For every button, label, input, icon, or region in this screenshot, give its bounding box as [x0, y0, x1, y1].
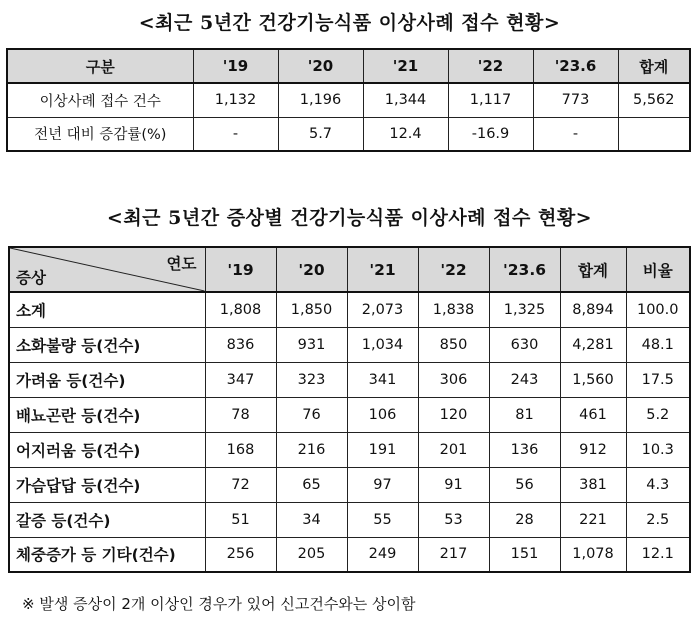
table1-row [7, 117, 690, 151]
table1-header-cell: '23.6 [533, 49, 618, 83]
table2-cell: 216 [276, 432, 347, 467]
table2-row-label: 어지러움 등(건수) [9, 432, 205, 467]
table2-cell: 381 [560, 467, 626, 502]
table1-header-cell: 구분 [7, 49, 193, 83]
table2-cell: 53 [418, 502, 489, 537]
table2-row-label: 배뇨곤란 등(건수) [9, 397, 205, 432]
table2-row-label: 소계 [9, 292, 205, 327]
table2-cell: 221 [560, 502, 626, 537]
table2-cell: 65 [276, 467, 347, 502]
table1-cell: 1,196 [278, 83, 363, 117]
table2-cell: 51 [205, 502, 276, 537]
table2-cell: 81 [489, 397, 560, 432]
table1-cell: - [533, 117, 618, 151]
symptom-reports-table [8, 246, 691, 573]
table2-cell: 306 [418, 362, 489, 397]
table2-cell: 243 [489, 362, 560, 397]
table1-header-cell: '22 [448, 49, 533, 83]
table2-header-cell: '23.6 [489, 247, 560, 292]
table2-cell: 1,560 [560, 362, 626, 397]
table2-cell: 323 [276, 362, 347, 397]
table2-cell: 17.5 [626, 362, 690, 397]
table1-header-cell: '19 [193, 49, 278, 83]
table2-cell: 630 [489, 327, 560, 362]
table2-cell: 191 [347, 432, 418, 467]
table2-row [9, 537, 690, 572]
table2-cell: 2,073 [347, 292, 418, 327]
table2-cell: 28 [489, 502, 560, 537]
corner-year-label: 연도 [166, 255, 197, 273]
table1-row-label: 전년 대비 증감률(%) [7, 117, 193, 151]
footnote: ※ 발생 증상이 2개 이상인 경우가 있어 신고건수와는 상이함 [22, 595, 416, 613]
table2-row-label: 갈증 등(건수) [9, 502, 205, 537]
table1-cell: 1,132 [193, 83, 278, 117]
table2-cell: 76 [276, 397, 347, 432]
table2-row [9, 432, 690, 467]
table2-row [9, 327, 690, 362]
table1-row-label: 이상사례 접수 건수 [7, 83, 193, 117]
table2-cell: 1,325 [489, 292, 560, 327]
table2-cell: 10.3 [626, 432, 690, 467]
table2-row-label: 가슴답답 등(건수) [9, 467, 205, 502]
table2-cell: 12.1 [626, 537, 690, 572]
table2-cell: 461 [560, 397, 626, 432]
table1-header-row [7, 49, 690, 83]
table2-cell: 249 [347, 537, 418, 572]
table1-row [7, 83, 690, 117]
table2-cell: 34 [276, 502, 347, 537]
adverse-event-reports-table [6, 48, 691, 152]
table2-cell: 850 [418, 327, 489, 362]
table1-cell: 1,344 [363, 83, 448, 117]
table2-cell: 201 [418, 432, 489, 467]
table2-cell: 168 [205, 432, 276, 467]
table2-cell: 1,034 [347, 327, 418, 362]
table1-header-cell: '21 [363, 49, 448, 83]
table2-header-cell: '20 [276, 247, 347, 292]
table2-cell: 1,808 [205, 292, 276, 327]
table2-cell: 106 [347, 397, 418, 432]
table2-cell: 1,838 [418, 292, 489, 327]
table2-cell: 5.2 [626, 397, 690, 432]
table2-header-cell: '22 [418, 247, 489, 292]
table2-header-cell: '19 [205, 247, 276, 292]
table2-cell: 78 [205, 397, 276, 432]
table2-cell: 48.1 [626, 327, 690, 362]
table2-cell: 217 [418, 537, 489, 572]
table2-cell: 4.3 [626, 467, 690, 502]
table2-row-label: 가려움 등(건수) [9, 362, 205, 397]
table2-header-cell: 합계 [560, 247, 626, 292]
table2-cell: 256 [205, 537, 276, 572]
table1-cell: 773 [533, 83, 618, 117]
table2-row [9, 502, 690, 537]
table2-cell: 97 [347, 467, 418, 502]
table2-cell: 56 [489, 467, 560, 502]
table2-row [9, 397, 690, 432]
table2-cell: 120 [418, 397, 489, 432]
table2-cell: 151 [489, 537, 560, 572]
corner-symptom-label: 증상 [16, 269, 46, 287]
table1-title: <최근 5년간 건강기능식품 이상사례 접수 현황> [138, 12, 561, 34]
table2-cell: 91 [418, 467, 489, 502]
table2-header-row [9, 247, 690, 292]
table1-cell: 12.4 [363, 117, 448, 151]
table1-header-cell: 합계 [618, 49, 690, 83]
table2-cell: 8,894 [560, 292, 626, 327]
table1-cell [618, 117, 690, 151]
table2-header-cell: '21 [347, 247, 418, 292]
table2-cell: 836 [205, 327, 276, 362]
table2-cell: 55 [347, 502, 418, 537]
table2-corner-cell [9, 247, 205, 292]
table2-cell: 2.5 [626, 502, 690, 537]
table2-cell: 205 [276, 537, 347, 572]
table2-cell: 4,281 [560, 327, 626, 362]
table2-row [9, 292, 690, 327]
table2-title: <최근 5년간 증상별 건강기능식품 이상사례 접수 현황> [106, 207, 593, 229]
table2-header-cell: 비율 [626, 247, 690, 292]
table1-cell: 5,562 [618, 83, 690, 117]
table2-row-label: 체중증가 등 기타(건수) [9, 537, 205, 572]
table2-cell: 1,078 [560, 537, 626, 572]
table1-cell: - [193, 117, 278, 151]
table2-cell: 100.0 [626, 292, 690, 327]
table2-cell: 72 [205, 467, 276, 502]
table1-cell: -16.9 [448, 117, 533, 151]
table1-cell: 1,117 [448, 83, 533, 117]
table2-row [9, 362, 690, 397]
table2-cell: 931 [276, 327, 347, 362]
table2-row [9, 467, 690, 502]
table1-header-cell: '20 [278, 49, 363, 83]
table2-cell: 1,850 [276, 292, 347, 327]
table2-cell: 912 [560, 432, 626, 467]
table2-row-label: 소화불량 등(건수) [9, 327, 205, 362]
table2-cell: 136 [489, 432, 560, 467]
table2-cell: 341 [347, 362, 418, 397]
table1-cell: 5.7 [278, 117, 363, 151]
table2-cell: 347 [205, 362, 276, 397]
